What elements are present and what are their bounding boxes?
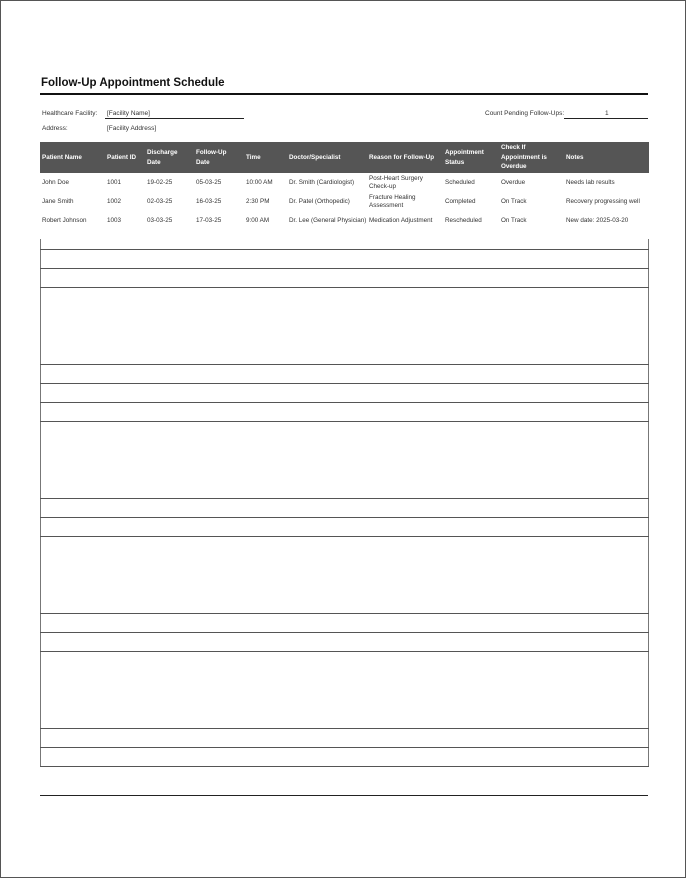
table-row-divider (40, 364, 649, 365)
appointment-table (40, 142, 649, 230)
table-row-divider (40, 383, 649, 384)
header-doctor: Doctor/Specialist (287, 142, 367, 173)
header-overdue-check: Check If Appointment is Overdue (499, 142, 564, 173)
cell-status[interactable]: Scheduled (445, 178, 475, 186)
pending-count-value: 1 (605, 110, 609, 117)
page-title: Follow-Up Appointment Schedule (41, 77, 225, 89)
address-label: Address: (42, 125, 68, 132)
cell-time[interactable]: 10:00 AM (246, 178, 273, 186)
header-status: Appointment Status (443, 142, 499, 173)
cell-followup-date[interactable]: 16-03-25 (196, 197, 222, 205)
facility-name-field[interactable]: [Facility Name] (107, 110, 150, 117)
facility-address-field[interactable]: [Facility Address] (107, 125, 157, 132)
cell-discharge-date[interactable]: 03-03-25 (147, 216, 173, 224)
table-row-divider (40, 613, 649, 614)
cell-reason[interactable]: Post-Heart Surgery Check-up (369, 174, 423, 190)
cell-status[interactable]: Rescheduled (445, 216, 482, 224)
table-row-divider (40, 268, 649, 269)
table-row-divider (40, 287, 649, 288)
table-row (40, 211, 649, 230)
cell-time[interactable]: 2:30 PM (246, 197, 270, 205)
table-row-divider (40, 517, 649, 518)
cell-followup-date[interactable]: 05-03-25 (196, 178, 222, 186)
header-patient-id: Patient ID (105, 142, 145, 173)
cell-patient-id[interactable]: 1001 (107, 178, 122, 186)
table-row-divider (40, 421, 649, 422)
table-row (40, 192, 649, 211)
cell-doctor[interactable]: Dr. Lee (General Physician) (289, 216, 367, 224)
header-reason: Reason for Follow-Up (367, 142, 443, 173)
table-row-divider (40, 632, 649, 633)
table-row-divider (40, 402, 649, 403)
header-patient-name: Patient Name (40, 142, 105, 173)
header-discharge-date: Discharge Date (145, 142, 194, 173)
cell-time[interactable]: 9:00 AM (246, 216, 270, 224)
table-row (40, 173, 649, 192)
cell-patient-name[interactable]: Jane Smith (42, 197, 74, 205)
table-row-divider (40, 536, 649, 537)
header-followup-date: Follow-Up Date (194, 142, 244, 173)
table-row-divider (40, 766, 649, 767)
cell-reason[interactable]: Medication Adjustment (369, 216, 433, 224)
table-row-divider (40, 498, 649, 499)
cell-patient-name[interactable]: Robert Johnson (42, 216, 87, 224)
title-underline (40, 93, 648, 95)
empty-table-area (40, 239, 649, 767)
table-row-divider (40, 747, 649, 748)
cell-notes[interactable]: New date: 2025-03-20 (566, 216, 629, 224)
cell-discharge-date[interactable]: 19-02-25 (147, 178, 173, 186)
pending-count-underline (564, 118, 648, 119)
cell-discharge-date[interactable]: 02-03-25 (147, 197, 173, 205)
cell-patient-id[interactable]: 1002 (107, 197, 122, 205)
cell-patient-id[interactable]: 1003 (107, 216, 122, 224)
facility-label: Healthcare Facility: (42, 110, 98, 117)
cell-reason[interactable]: Fracture Healing Assessment (369, 193, 416, 209)
cell-status[interactable]: Completed (445, 197, 476, 205)
header-time: Time (244, 142, 287, 173)
table-header-row (40, 142, 649, 173)
cell-doctor[interactable]: Dr. Smith (Cardiologist) (289, 178, 355, 186)
table-row-divider (40, 651, 649, 652)
cell-patient-name[interactable]: John Doe (42, 178, 69, 186)
facility-name-underline (105, 118, 244, 119)
cell-overdue-check: On Track (501, 216, 527, 224)
table-row-divider (40, 249, 649, 250)
cell-overdue-check: Overdue (501, 178, 526, 186)
cell-followup-date[interactable]: 17-03-25 (196, 216, 222, 224)
cell-notes[interactable]: Needs lab results (566, 178, 615, 186)
cell-doctor[interactable]: Dr. Patel (Orthopedic) (289, 197, 350, 205)
header-notes: Notes (564, 142, 649, 173)
cell-overdue-check: On Track (501, 197, 527, 205)
table-row-divider (40, 728, 649, 729)
footer-rule (40, 795, 648, 796)
cell-notes[interactable]: Recovery progressing well (566, 197, 640, 205)
pending-count-label: Count Pending Follow-Ups: (485, 110, 565, 117)
